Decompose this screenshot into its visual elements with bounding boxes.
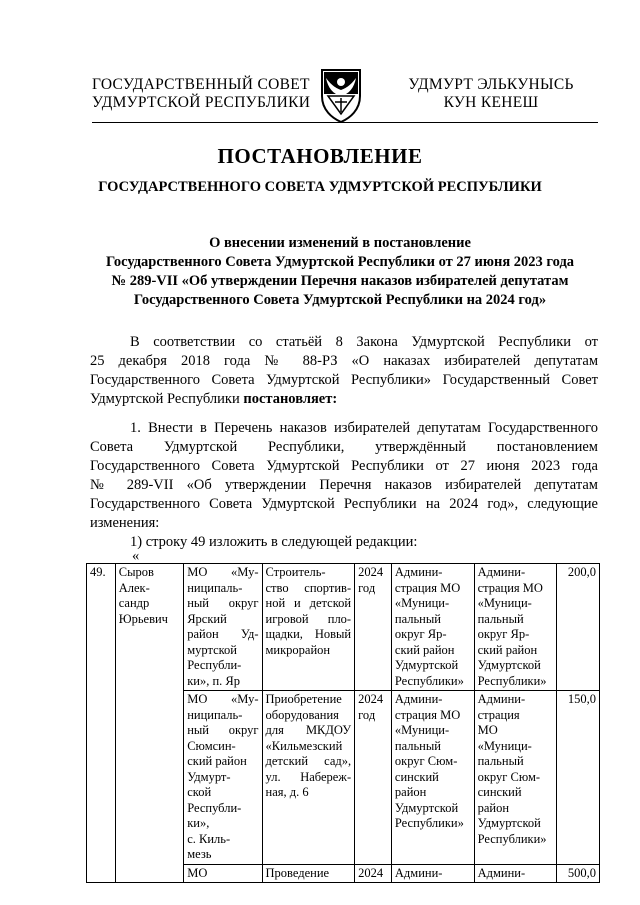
preamble-last-text: Удмуртской Республики xyxy=(90,391,244,407)
preamble-line: 25 декабря 2018 года № 88-РЗ «О наказах избирателей депутатам xyxy=(90,353,598,369)
municipality-cell xyxy=(184,564,262,691)
quote-open: « xyxy=(132,548,140,564)
cell-line: округ Сюм- xyxy=(394,754,458,768)
cell-line: ниципаль- xyxy=(187,580,243,595)
deputy-line: Алек- xyxy=(118,580,150,595)
cell-line: пальный xyxy=(394,738,441,753)
cell-line: детский сад», xyxy=(265,754,352,768)
cell-line: микрорайон xyxy=(265,642,331,657)
year-cell: 2024 год xyxy=(355,691,392,865)
year-cell: 2024 год xyxy=(355,564,392,691)
amount-cell: 150,0 xyxy=(557,691,600,865)
header-right-line-1: УДМУРТ ЭЛЬКУНЫСЬ xyxy=(408,76,574,93)
cell-line: ской xyxy=(187,785,212,799)
coat-of-arms-icon xyxy=(316,66,366,124)
cell-line: округ Сюм- xyxy=(477,769,541,784)
executor-cell xyxy=(391,691,474,865)
cell-line: МО xyxy=(187,865,208,880)
cell-line: Республи- xyxy=(187,658,242,672)
preamble-line: В соответствии со статьёй 8 Закона Удмуртской Республики от xyxy=(130,334,598,350)
cell-line: страция xyxy=(477,707,520,722)
header-left-line-2: УДМУРТСКОЙ РЕСПУБЛИКИ xyxy=(92,94,311,111)
cell-line: МО «Муници- xyxy=(477,723,532,753)
subject-line: О внесении изменений в постановление xyxy=(209,235,471,251)
cell-line: ной и детской xyxy=(265,596,352,610)
cell-line: Республики» xyxy=(477,831,547,846)
cell-line: муртской xyxy=(187,642,237,657)
cell-line: Республи- xyxy=(187,800,242,815)
cell-line: Удмуртской xyxy=(394,658,459,672)
cell-line: ный округ xyxy=(187,723,259,737)
cell-line: Удмурт- xyxy=(187,769,231,784)
cell-line: Ярский xyxy=(187,611,227,626)
item-1-line: Совета Удмуртской Республики, утверждённый постановлением xyxy=(90,439,598,455)
cell-line: «Муници- xyxy=(394,596,450,610)
deputy-line: Сыров xyxy=(118,565,154,579)
cell-line: синский xyxy=(394,769,439,784)
amount-cell: 200,0 xyxy=(557,564,600,691)
cell-line: МО «Му- xyxy=(187,565,259,579)
cell-line: ный округ xyxy=(187,596,259,610)
amount-cell: 500,0 xyxy=(557,864,600,883)
mandate-cell xyxy=(262,864,355,883)
cell-line: Админи- xyxy=(477,865,526,880)
cell-line: Проведение xyxy=(265,865,330,880)
cell-line: Приобретение xyxy=(265,692,342,706)
row-number-cell: 49. xyxy=(87,564,116,883)
mandate-cell xyxy=(262,564,355,691)
cell-line: для МКДОУ xyxy=(265,723,352,737)
cell-line: Республики» xyxy=(477,673,547,688)
header-right xyxy=(396,76,586,112)
cell-line: МО «Му- xyxy=(187,692,259,706)
document-subtitle: ГОСУДАРСТВЕННОГО СОВЕТА УДМУРТСКОЙ РЕСПУБЛИКИ xyxy=(98,179,542,195)
municipality-cell xyxy=(184,691,262,865)
cell-line: ство спортив- xyxy=(265,580,352,595)
mandates-table xyxy=(86,563,600,883)
header-left-line-1: ГОСУДАРСТВЕННЫЙ СОВЕТ xyxy=(92,76,310,93)
cell-line: район xyxy=(394,785,427,799)
cell-line: Админи- xyxy=(477,692,526,706)
cell-line: игровой пло- xyxy=(265,611,352,626)
cell-line: ниципаль- xyxy=(187,707,243,722)
cell-line: ная, д. 6 xyxy=(265,785,309,799)
cell-line: Сюмсин- xyxy=(187,738,236,753)
cell-line: Удмуртской xyxy=(477,816,541,830)
item-1-paragraph xyxy=(90,419,598,552)
mandate-cell xyxy=(262,691,355,865)
subject-line: Государственного Совета Удмуртской Республики от 27 июня 2023 года xyxy=(105,254,575,270)
cell-line: пальный xyxy=(477,611,524,626)
cell-line: Удмуртской xyxy=(477,658,541,672)
cell-line: страция МО xyxy=(394,580,461,595)
cell-line: район Уд- xyxy=(187,627,259,641)
cell-line: ский район xyxy=(477,642,538,657)
cell-line: Удмуртской xyxy=(394,800,459,815)
item-1-line: Государственного Совета Удмуртской Республики на 2024 год», следующие xyxy=(90,496,598,512)
cell-line: ки», xyxy=(187,816,210,830)
table-row xyxy=(87,564,600,691)
year-cell: 2024 xyxy=(355,864,392,883)
cell-line: Республики» xyxy=(394,673,464,688)
cell-line: с. Киль- xyxy=(187,831,231,846)
cell-line: «Муници- xyxy=(394,723,450,737)
item-1-line: № 289-VII «Об утверждении Перечня наказов избирателей депутатам xyxy=(90,477,598,493)
subitem-1: 1) строку 49 изложить в следующей редакции: xyxy=(130,534,418,550)
cell-line: страция МО xyxy=(477,580,543,595)
deputy-cell xyxy=(115,564,183,883)
header-right-line-2: КУН КЕНЕШ xyxy=(443,94,539,111)
cell-line: щадки, Новый xyxy=(265,627,352,641)
item-1-line: Государственного Совета Удмуртской Республики от 27 июня 2023 года xyxy=(90,458,598,474)
cell-line: Строитель- xyxy=(265,565,326,579)
cell-line: Админи- xyxy=(394,565,443,579)
customer-cell xyxy=(474,864,557,883)
document-title: ПОСТАНОВЛЕНИЕ xyxy=(217,144,423,168)
preamble-line: Государственного Совета Удмуртской Республики» Государственный Совет xyxy=(90,372,598,388)
subject-line: Государственного Совета Удмуртской Республики на 2024 год» xyxy=(133,292,547,308)
item-1-line: изменения: xyxy=(90,515,160,531)
executor-cell xyxy=(391,564,474,691)
preamble-line xyxy=(90,390,598,409)
item-1-line: 1. Внести в Перечень наказов избирателей депутатам Государственного xyxy=(130,420,598,436)
cell-line: ский район xyxy=(394,642,455,657)
cell-line: синский xyxy=(477,785,522,799)
cell-line: пальный xyxy=(394,611,441,626)
subject-line: № 289-VII «Об утверждении Перечня наказов избирателей депутатам xyxy=(111,273,569,289)
document-subject xyxy=(80,234,600,310)
cell-line: округ Яр- xyxy=(394,627,447,641)
customer-cell xyxy=(474,691,557,865)
cell-line: Админи- xyxy=(477,565,526,579)
cell-line: район xyxy=(477,800,510,815)
cell-line: округ Яр- xyxy=(477,627,530,641)
cell-line: Республики» xyxy=(394,816,464,830)
cell-line: «Кильмезский xyxy=(265,738,343,753)
header-left xyxy=(92,76,312,112)
municipality-cell xyxy=(184,864,262,883)
preamble-resolves: постановляет: xyxy=(243,391,338,407)
cell-line: ский район xyxy=(187,754,247,768)
cell-line: Админи- xyxy=(394,865,443,880)
cell-line: страция МО xyxy=(394,707,461,722)
cell-line: ки», п. Яр xyxy=(187,673,240,688)
deputy-line: Юрьевич xyxy=(118,611,168,626)
customer-cell xyxy=(474,564,557,691)
cell-line: «Муници- xyxy=(477,596,532,610)
cell-line: ул. Набереж- xyxy=(265,769,352,784)
cell-line: мезь xyxy=(187,847,212,861)
executor-cell xyxy=(391,864,474,883)
cell-line: пальный xyxy=(477,754,524,768)
deputy-line: сандр xyxy=(118,596,150,610)
preamble-paragraph xyxy=(90,333,598,409)
header-divider xyxy=(92,122,598,123)
cell-line: оборудования xyxy=(265,707,339,722)
cell-line: Админи- xyxy=(394,692,443,706)
